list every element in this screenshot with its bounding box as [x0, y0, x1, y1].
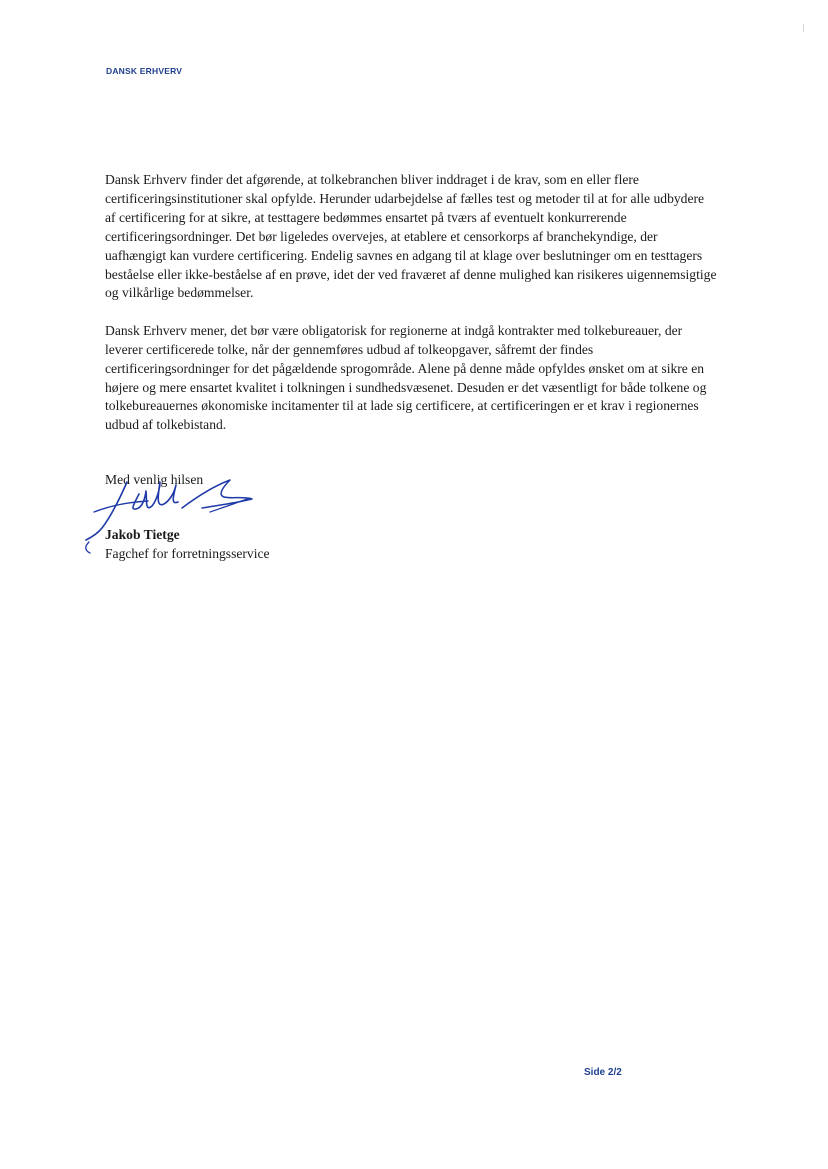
sender-title: Fagchef for forretningsservice — [105, 546, 270, 561]
sender-name: Jakob Tietge — [105, 527, 180, 542]
body-paragraph-2: Dansk Erhverv mener, det bør være obligatorisk for regionerne at indgå kontrakter med tolkebureauer, der leverer certificerede tolke, når der gennemføres udbud af tolkeopgaver, såfremt der findes certificeringsordninger for det pågældende sprogområde. Alene på denne måde opfyldes ønsket om at sikre en højere og mere ensartet kvalitet i tolkningen i sundhedsvæsenet. Desuden er det væsentligt for både tolkene og tolkebureauernes økonomiske incitamenter til at lade sig certificere, at certificeringen er et krav i regionernes udbud af tolkebistand. — [105, 322, 707, 433]
closing-greeting: Med venlig hilsen — [105, 472, 204, 487]
organization-logo: DANSK ERHVERV — [106, 66, 183, 76]
scan-mark — [803, 24, 804, 32]
letter-body — [105, 171, 717, 435]
body-paragraph-1: Dansk Erhverv finder det afgørende, at tolkebranchen bliver inddraget i de krav, som en eller flere certificeringsinstitutioner skal opfylde. Herunder udarbejdelse af fælles test og metoder til at for alle udbydere af certificering for at sikre, at testtagere bedømmes ensartet på tværs af eventuelt konkurrerende certificeringsordninger. Det bør ligeledes overvejes, at etablere et censorkorps af branchekyndige, der uafhængigt kan vurdere certificering. Endelig savnes en adgang til at klage over beslutninger om en testtagers beståelse eller ikke-beståelse af en prøve, idet der ved fraværet af denne mulighed kan risikeres uigennemsigtige og vilkårlige bedømmelser. — [105, 172, 717, 301]
page-number: Side 2/2 — [584, 1067, 622, 1078]
